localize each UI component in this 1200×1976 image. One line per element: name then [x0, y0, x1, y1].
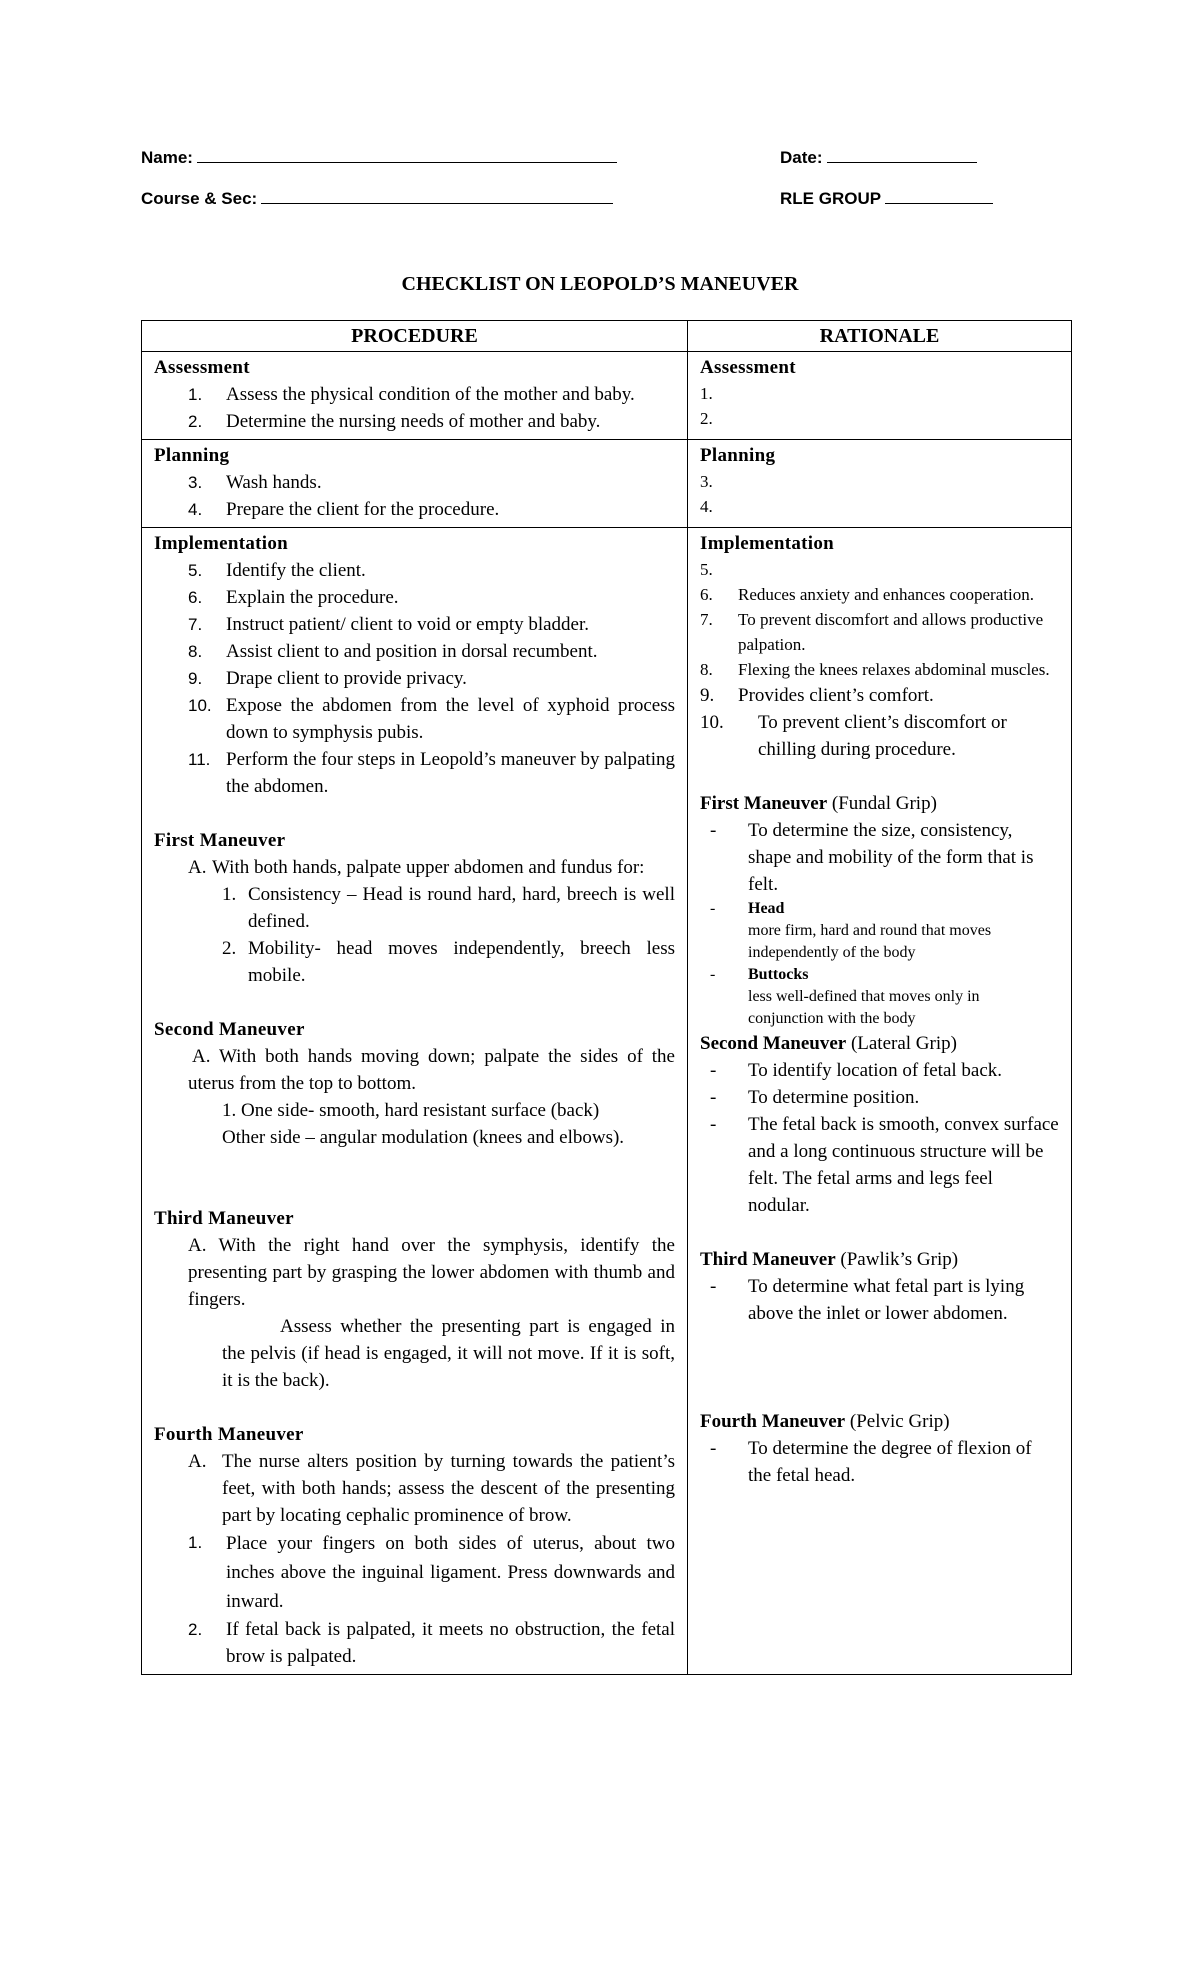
- course-label: Course & Sec:: [141, 189, 258, 208]
- section-heading: Implementation: [700, 533, 835, 554]
- rle-group-field[interactable]: [780, 188, 993, 209]
- rationale-dash-item: - The fetal back is smooth, convex surface and a long continuous structure will be felt. The fetal arms and legs feel nodular.: [710, 1114, 1059, 1216]
- section-heading: Assessment: [154, 357, 250, 378]
- third-maneuver-rationale-heading: Third Maneuver (Pawlik’s Grip): [700, 1249, 959, 1270]
- section-heading: Assessment: [700, 357, 796, 378]
- implementation-procedure-cell: [142, 528, 688, 1675]
- procedure-step: 9. Drape client to provide privacy.: [188, 668, 467, 689]
- second-maneuver-rationale-heading: Second Maneuver (Lateral Grip): [700, 1033, 957, 1054]
- procedure-step: 2. Determine the nursing needs of mother and baby.: [188, 411, 601, 432]
- planning-rationale-cell: [688, 440, 1072, 528]
- rationale-buttocks-item: - Buttocks less well-defined that moves only in conjunction with the body: [710, 966, 980, 1027]
- first-maneuver-step-a: A. With both hands, palpate upper abdomen and fundus for:: [188, 857, 645, 878]
- name-blank[interactable]: [197, 147, 617, 163]
- page-title: CHECKLIST ON LEOPOLD’S MANEUVER: [401, 273, 799, 295]
- procedure-column-header: PROCEDURE: [142, 321, 688, 352]
- rationale-item: 2.: [700, 409, 713, 428]
- second-maneuver-step-a: A. With both hands moving down; palpate the sides of the uterus from the top to bottom.: [188, 1046, 675, 1094]
- rationale-head-item: - Head more firm, hard and round that moves independently of the body: [710, 900, 992, 961]
- date-blank[interactable]: [827, 147, 977, 163]
- procedure-step: 3. Wash hands.: [188, 472, 322, 493]
- rationale-dash-item: - To identify location of fetal back.: [710, 1060, 1003, 1081]
- fourth-maneuver-subitem: 1. Place your fingers on both sides of uterus, about two inches above the inguinal ligament. Press downwards and inward.: [188, 1533, 675, 1612]
- course-blank[interactable]: [261, 188, 613, 204]
- course-field[interactable]: [141, 188, 613, 209]
- second-maneuver-subitem: 1. One side- smooth, hard resistant surface (back): [222, 1100, 600, 1121]
- rationale-dash-item: - To determine what fetal part is lying above the inlet or lower abdomen.: [710, 1276, 1025, 1324]
- first-maneuver-subitem: 1. Consistency – Head is round hard, hard, breech is well defined.: [222, 884, 675, 932]
- date-field[interactable]: [780, 147, 977, 168]
- rationale-item: 5.: [700, 560, 713, 579]
- procedure-step: 4. Prepare the client for the procedure.: [188, 499, 500, 520]
- procedure-step: 7. Instruct patient/ client to void or empty bladder.: [188, 614, 590, 635]
- fourth-maneuver-heading: Fourth Maneuver: [154, 1424, 304, 1445]
- rationale-item: 8. Flexing the knees relaxes abdominal muscles.: [700, 660, 1050, 679]
- implementation-rationale-cell: [688, 528, 1072, 1675]
- rationale-item: 7. To prevent discomfort and allows productive palpation.: [700, 610, 1044, 654]
- fourth-maneuver-step-a: A. The nurse alters position by turning towards the patient’s feet, with both hands; assess the descent of the presenting part by locating cephalic prominence of brow.: [188, 1451, 675, 1526]
- section-heading: Planning: [154, 445, 230, 466]
- procedure-step: 1. Assess the physical condition of the mother and baby.: [188, 384, 635, 405]
- fourth-maneuver-rationale-heading: Fourth Maneuver (Pelvic Grip): [700, 1411, 950, 1432]
- first-maneuver-subitem: 2. Mobility- head moves independently, breech less mobile.: [222, 938, 675, 986]
- first-maneuver-heading: First Maneuver: [154, 830, 286, 851]
- checklist-table: [141, 320, 1072, 1675]
- third-maneuver-step-a: A. With the right hand over the symphysis, identify the presenting part by grasping the lower abdomen with thumb and fingers.: [188, 1235, 675, 1310]
- procedure-step: 5. Identify the client.: [188, 560, 366, 581]
- rationale-dash-item: - To determine the size, consistency, shape and mobility of the form that is felt.: [710, 820, 1034, 895]
- fourth-maneuver-subitem: 2. If fetal back is palpated, it meets no obstruction, the fetal brow is palpated.: [188, 1619, 675, 1667]
- rle-group-label: RLE GROUP: [780, 189, 882, 208]
- procedure-step: 10. Expose the abdomen from the level of xyphoid process down to symphysis pubis.: [188, 695, 675, 743]
- first-maneuver-rationale-heading: First Maneuver (Fundal Grip): [700, 793, 937, 814]
- rationale-item: 10. To prevent client’s discomfort or chilling during procedure.: [700, 712, 1007, 760]
- assessment-procedure-cell: [142, 352, 688, 440]
- procedure-step: 8. Assist client to and position in dorsal recumbent.: [188, 641, 598, 662]
- rationale-column-header: RATIONALE: [688, 321, 1072, 352]
- planning-procedure-cell: [142, 440, 688, 528]
- assessment-row: [142, 352, 1072, 440]
- procedure-step: 6. Explain the procedure.: [188, 587, 399, 608]
- second-maneuver-subitem: Other side – angular modulation (knees and elbows).: [222, 1127, 625, 1148]
- rle-group-blank[interactable]: [885, 188, 993, 204]
- third-maneuver-step-b: Assess whether the presenting part is engaged in the pelvis (if head is engaged, it will not move. If it is soft, it is the back).: [222, 1316, 675, 1391]
- rationale-dash-item: - To determine the degree of flexion of the fetal head.: [710, 1438, 1032, 1486]
- third-maneuver-heading: Third Maneuver: [154, 1208, 294, 1229]
- second-maneuver-heading: Second Maneuver: [154, 1019, 305, 1040]
- rationale-item: 3.: [700, 472, 713, 491]
- assessment-rationale-cell: [688, 352, 1072, 440]
- rationale-item: 4.: [700, 497, 713, 516]
- rationale-item: 9. Provides client’s comfort.: [700, 685, 934, 706]
- section-heading: Planning: [700, 445, 776, 466]
- planning-row: [142, 440, 1072, 528]
- name-field[interactable]: [141, 147, 617, 168]
- rationale-item: 1.: [700, 384, 713, 403]
- rationale-item: 6. Reduces anxiety and enhances cooperation.: [700, 585, 1034, 604]
- implementation-row: [142, 528, 1072, 1675]
- date-label: Date:: [780, 148, 823, 167]
- name-label: Name:: [141, 148, 193, 167]
- header-row: [142, 321, 1072, 352]
- procedure-step: 11. Perform the four steps in Leopold’s maneuver by palpating the abdomen.: [188, 749, 675, 797]
- section-heading: Implementation: [154, 533, 289, 554]
- rationale-dash-item: - To determine position.: [710, 1087, 920, 1108]
